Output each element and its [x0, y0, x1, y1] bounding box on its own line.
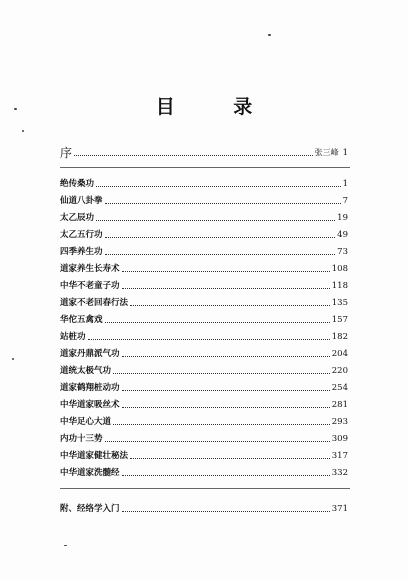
toc-page-number: 254 — [331, 383, 348, 393]
toc-row — [60, 397, 348, 411]
toc-page-number: 49 — [337, 230, 348, 240]
scan-speck — [12, 358, 14, 360]
toc-row — [60, 278, 348, 292]
scan-speck — [64, 545, 67, 546]
dot-leader — [113, 424, 330, 425]
toc-entry-title: 中华道家洗髓经 — [60, 468, 120, 478]
toc-entry-title: 仙道八卦拳 — [60, 196, 103, 206]
toc-entry-title: 太乙五行功 — [60, 230, 103, 240]
dot-leader — [88, 339, 330, 340]
toc-page-number: 1 — [342, 148, 348, 158]
toc-row — [60, 363, 348, 377]
toc-page-number: 281 — [331, 400, 348, 410]
page-title: 目 录 — [155, 96, 279, 118]
dot-leader — [113, 373, 330, 374]
toc-row — [60, 210, 348, 224]
preface-author: 张三峰 — [314, 148, 339, 157]
toc-row — [60, 193, 348, 207]
toc-page-number: 19 — [337, 213, 348, 223]
dot-leader — [122, 475, 330, 476]
dot-leader — [74, 155, 313, 156]
toc-row — [60, 312, 348, 326]
dot-leader — [122, 288, 330, 289]
separator-line — [60, 167, 350, 168]
toc-entry-title: 站桩功 — [60, 332, 86, 342]
toc-entry-title: 道统太极气功 — [60, 366, 112, 376]
toc-page-number: 309 — [331, 434, 348, 444]
toc-page-number: 220 — [331, 366, 348, 376]
toc-row-appendix — [60, 501, 348, 515]
dot-leader — [96, 186, 341, 187]
scan-speck — [22, 130, 24, 132]
dot-leader — [105, 322, 330, 323]
toc-entry-title: 道家丹鼎派气功 — [60, 349, 120, 359]
toc-entry-title: 道家鹤翔桩动功 — [60, 383, 120, 393]
toc-entry-title: 道家养生长寿术 — [60, 264, 120, 274]
toc-row — [60, 380, 348, 394]
toc-entry-title: 华佗五禽戏 — [60, 315, 103, 325]
dot-leader — [105, 441, 330, 442]
dot-leader — [105, 237, 336, 238]
dot-leader — [122, 390, 330, 391]
toc-page-number: 1 — [342, 179, 348, 189]
toc-entry-title: 内功十三势 — [60, 434, 103, 444]
toc-entry-title: 中华道家健壮秘法 — [60, 451, 129, 461]
toc-row — [60, 261, 348, 275]
toc-row — [60, 227, 348, 241]
toc-page-number: 371 — [331, 504, 348, 514]
toc-row — [60, 431, 348, 445]
dot-leader — [122, 407, 330, 408]
separator-line — [60, 488, 350, 489]
scan-speck — [268, 34, 271, 36]
toc-page-number: 108 — [331, 264, 348, 274]
dot-leader — [122, 356, 330, 357]
toc-entry-title: 中华足心大道 — [60, 417, 112, 427]
toc-row — [60, 414, 348, 428]
toc-entry-title: 中华不老童子功 — [60, 281, 120, 291]
toc-row — [60, 448, 348, 462]
toc-entry-title: 太乙辰功 — [60, 213, 95, 223]
toc-page-number: 332 — [331, 468, 348, 478]
toc-entry-title: 序 — [60, 146, 73, 160]
dot-leader — [105, 254, 336, 255]
toc-row — [60, 346, 348, 360]
toc-page-number: 182 — [331, 332, 348, 342]
toc-row-preface — [60, 145, 348, 159]
dot-leader — [130, 458, 330, 459]
dot-leader — [105, 203, 341, 204]
dot-leader — [130, 305, 330, 306]
toc-page-number: 157 — [331, 315, 348, 325]
dot-leader — [122, 511, 330, 512]
toc-page-number: 204 — [331, 349, 348, 359]
toc-page-number: 7 — [342, 196, 348, 206]
toc-entry-title: 道家不老回春行法 — [60, 298, 129, 308]
toc-page-number: 317 — [331, 451, 348, 461]
toc-entry-title: 四季养生功 — [60, 247, 103, 257]
toc-entry-title: 中华道家吸丝术 — [60, 400, 120, 410]
toc-row — [60, 465, 348, 479]
toc-row — [60, 329, 348, 343]
dot-leader — [122, 271, 330, 272]
toc-page-number: 118 — [331, 281, 348, 291]
toc-row — [60, 244, 348, 258]
toc-entry-title: 绝传桑功 — [60, 179, 95, 189]
toc-row — [60, 176, 348, 190]
toc-page-number: 135 — [331, 298, 348, 308]
toc-row — [60, 295, 348, 309]
toc-page-number: 293 — [331, 417, 348, 427]
toc-page-number: 73 — [337, 247, 348, 257]
toc-entry-title: 附、经络学入门 — [60, 504, 120, 514]
dot-leader — [96, 220, 335, 221]
